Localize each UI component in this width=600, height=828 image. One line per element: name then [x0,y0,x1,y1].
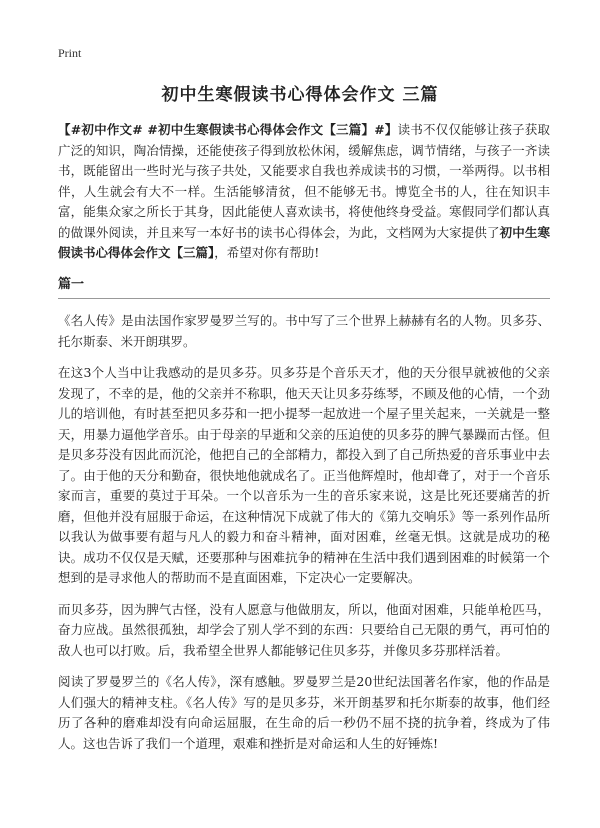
section-divider [58,298,550,299]
intro-paragraph [58,120,550,264]
intro-closing: ，希望对你有帮助! [214,245,320,260]
article-body [58,120,550,765]
section-heading: 篇一 [58,276,85,292]
paragraph-3: 而贝多芬，因为脾气古怪，没有人愿意与他做朋友，所以，他面对困难，只能单枪匹马，奋力应战。虽然很孤独，却学会了别人学不到的东西：只要给自己无限的勇气，再可怕的敌人也可以打败。后，我希望全世界人都能够记住贝多芬，并像贝多芬那样活着。 [58,601,550,658]
paragraph-4: 阅读了罗曼罗兰的《名人传》，深有感触。罗曼罗兰是20世纪法国著名作家，他的作品是人们强大的精神支柱。《名人传》写的是贝多芬，米开朗基罗和托尔斯泰的故事，他们经历了各种的磨难却没有向命运屈服，在生命的后一秒仍不屈不挠的抗争着，终成为了伟人。这也告诉了我们一个道理，艰难和挫折是对命运和人生的好锤炼! [58,674,550,751]
paragraph-2: 在这3个人当中让我感动的是贝多芬。贝多芬是个音乐天才，他的天分很早就被他的父亲发现了，不幸的是，他的父亲并不称职，他天天让贝多芬练琴，不顾及他的心情，一个劲儿的培训他，有时甚至把贝多芬和一把小提琴一起放进一个屋子里关起来，一关就是一整天，用暴力逼他学音乐。由于母亲的早逝和父亲的压迫使的贝多芬的脾气暴躁而古怪。但是贝多芬没有因此而沉沦，他把自己的全部精力，都投入到了自己所热爱的音乐事业中去了。由于他的天分和勤奋，很快地他就成名了。正当他辉煌时，他却聋了，对于一个音乐家而言，重要的莫过于耳朵。一个以音乐为一生的音乐家来说，这是比死还要痛苦的折磨，但他并没有屈服于命运，在这种情况下成就了伟大的《第九交响乐》等一系列作品所以我认为做事要有超与凡人的毅力和奋斗精神，面对困难，丝毫无惧。这就是成功的秘诀。成功不仅仅是天赋，还要那种与困难抗争的精神在生活中我们遇到困难的时候第一个想到的是寻求他人的帮助而不是直面困难，下定决心一定要解决。 [58,365,550,585]
page-title: 初中生寒假读书心得体会作文 三篇 [161,85,439,105]
intro-tag: 【#初中作文# #初中生寒假读书心得体会作文【三篇】#】 [58,122,398,137]
print-label: Print [58,46,82,60]
intro-text: 读书不仅仅能够让孩子获取广泛的知识，陶冶情操，还能使孩子得到放松休闲，缓解焦虑，调节情绪，与孩子一齐读书，既能留出一些时光与孩子共处，又能要求自我也养成读书的习惯，一举两得。以书相伴，人生就会有大不一样。生活能够清贫，但不能够无书。博览全书的人，往在知识丰富，能集众家之所长于其身，因此能使人喜欢读书，将使他终身受益。寒假同学们都认真的做课外阅读，并且来写一本好书的读书心得体会，为此，文档网为大家提供了 [58,122,550,240]
intro-highlight: 初中生寒假读书心得体会作文【三篇】 [58,224,550,260]
paragraph-1: 《名人传》是由法国作家罗曼罗兰写的。书中写了三个世界上赫赫有名的人物。贝多芬、托尔斯泰、米开朗琪罗。 [58,313,550,349]
